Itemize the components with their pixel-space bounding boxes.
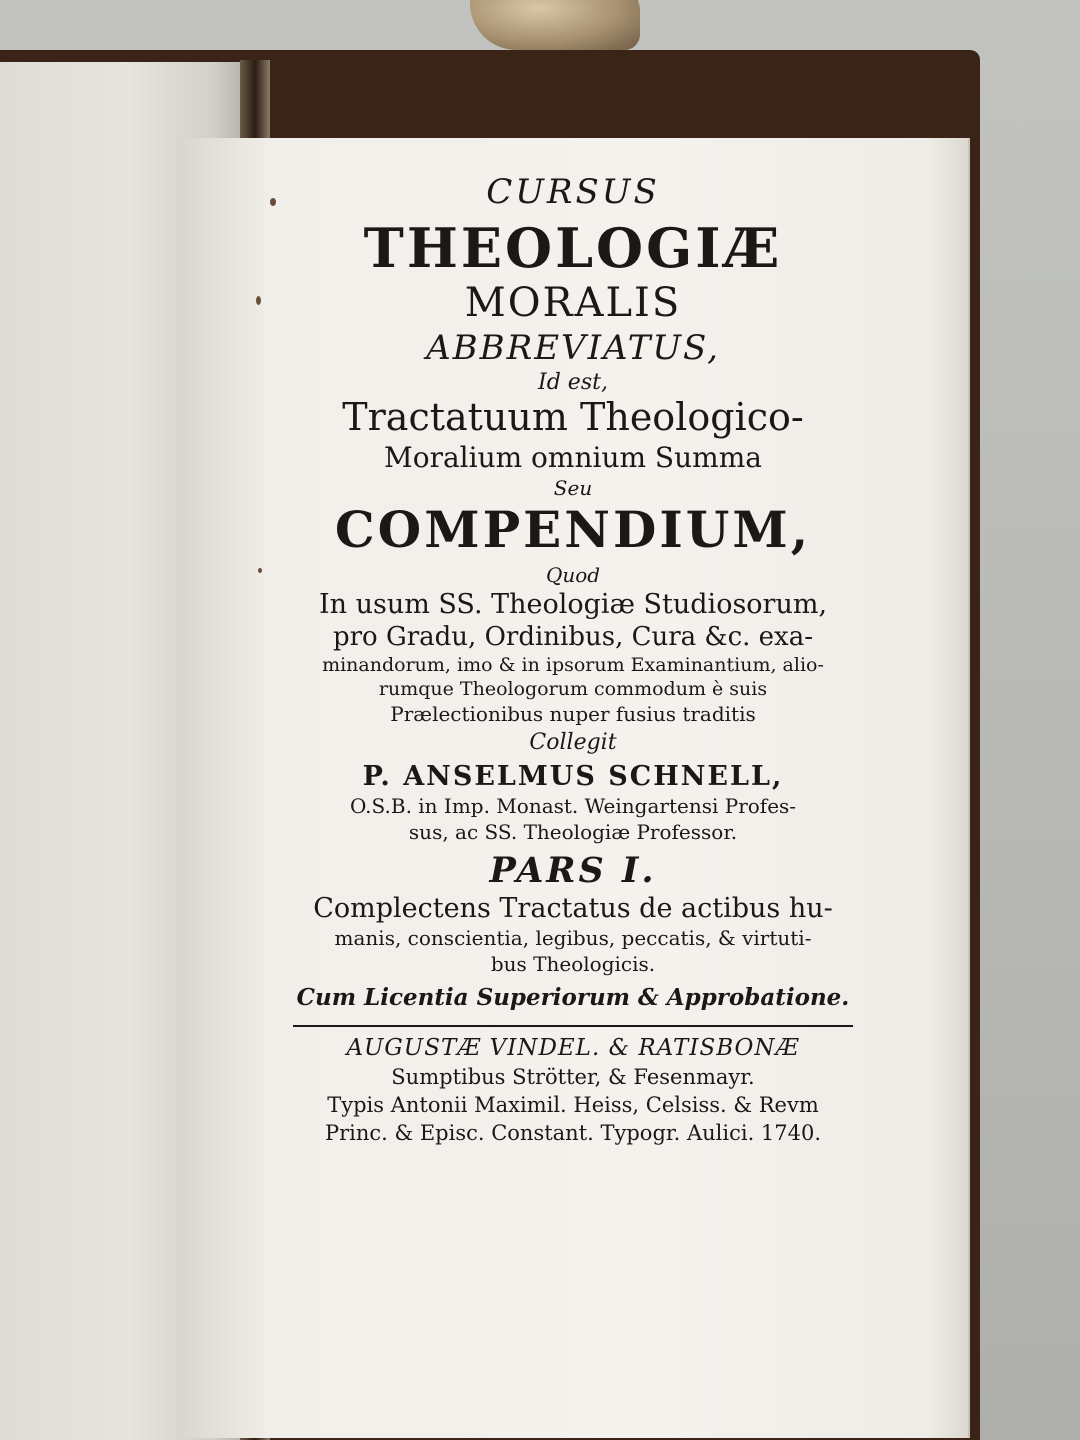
title-text-block — [178, 160, 968, 1145]
title-line-quod: Quod — [545, 563, 601, 587]
title-line-seu: Seu — [553, 476, 593, 500]
title-line-abbreviatus: ABBREVIATUS, — [426, 328, 720, 368]
imprint-date: Princ. & Episc. Constant. Typogr. Aulici. 1740. — [324, 1121, 822, 1145]
title-line-tractatuum: Tractatuum Theologico- — [342, 395, 804, 439]
imprint-printer: Typis Antonii Maximil. Heiss, Celsiss. & Revm — [327, 1093, 819, 1117]
part-desc-1: Complectens Tractatus de actibus hu- — [313, 893, 833, 924]
author-name: P. ANSELMUS SCHNELL, — [362, 761, 784, 792]
title-line-minandorum: minandorum, imo & in ipsorum Examinantium, alio- — [322, 654, 824, 676]
author-affiliation-2: sus, ac SS. Theologiæ Professor. — [408, 820, 738, 844]
title-line-in-usum: In usum SS. Theologiæ Studiosorum, — [318, 589, 828, 620]
title-line-praelectionibus: Prælectionibus nuper fusius traditis — [390, 702, 756, 726]
title-line-moralis: MORALIS — [464, 280, 682, 326]
title-line-rumque: rumque Theologorum commodum è suis — [378, 678, 768, 700]
license-line: Cum Licentia Superiorum & Approbatione. — [296, 984, 850, 1011]
author-affiliation-1: O.S.B. in Imp. Monast. Weingartensi Profes- — [349, 794, 797, 818]
stone-object — [470, 0, 640, 50]
title-line-id-est: Id est, — [538, 370, 608, 395]
title-line-collegit: Collegit — [529, 730, 617, 755]
title-line-theologiae: THEOLOGIÆ — [363, 216, 783, 280]
imprint-place: AUGUSTÆ VINDEL. & RATISBONÆ — [346, 1035, 800, 1061]
title-line-compendium: COMPENDIUM, — [334, 500, 812, 559]
imprint-divider — [293, 1025, 853, 1027]
part-desc-3: bus Theologicis. — [490, 952, 656, 976]
title-line-pro-gradu: pro Gradu, Ordinibus, Cura &c. exa- — [332, 622, 814, 652]
imprint-publisher: Sumptibus Strötter, & Fesenmayr. — [391, 1065, 755, 1089]
part-desc-2: manis, conscientia, legibus, peccatis, & virtuti- — [334, 926, 812, 950]
part-heading: PARS I. — [489, 850, 657, 891]
title-line-moralium: Moralium omnium Summa — [384, 441, 762, 474]
title-line-cursus: CURSUS — [486, 172, 660, 212]
